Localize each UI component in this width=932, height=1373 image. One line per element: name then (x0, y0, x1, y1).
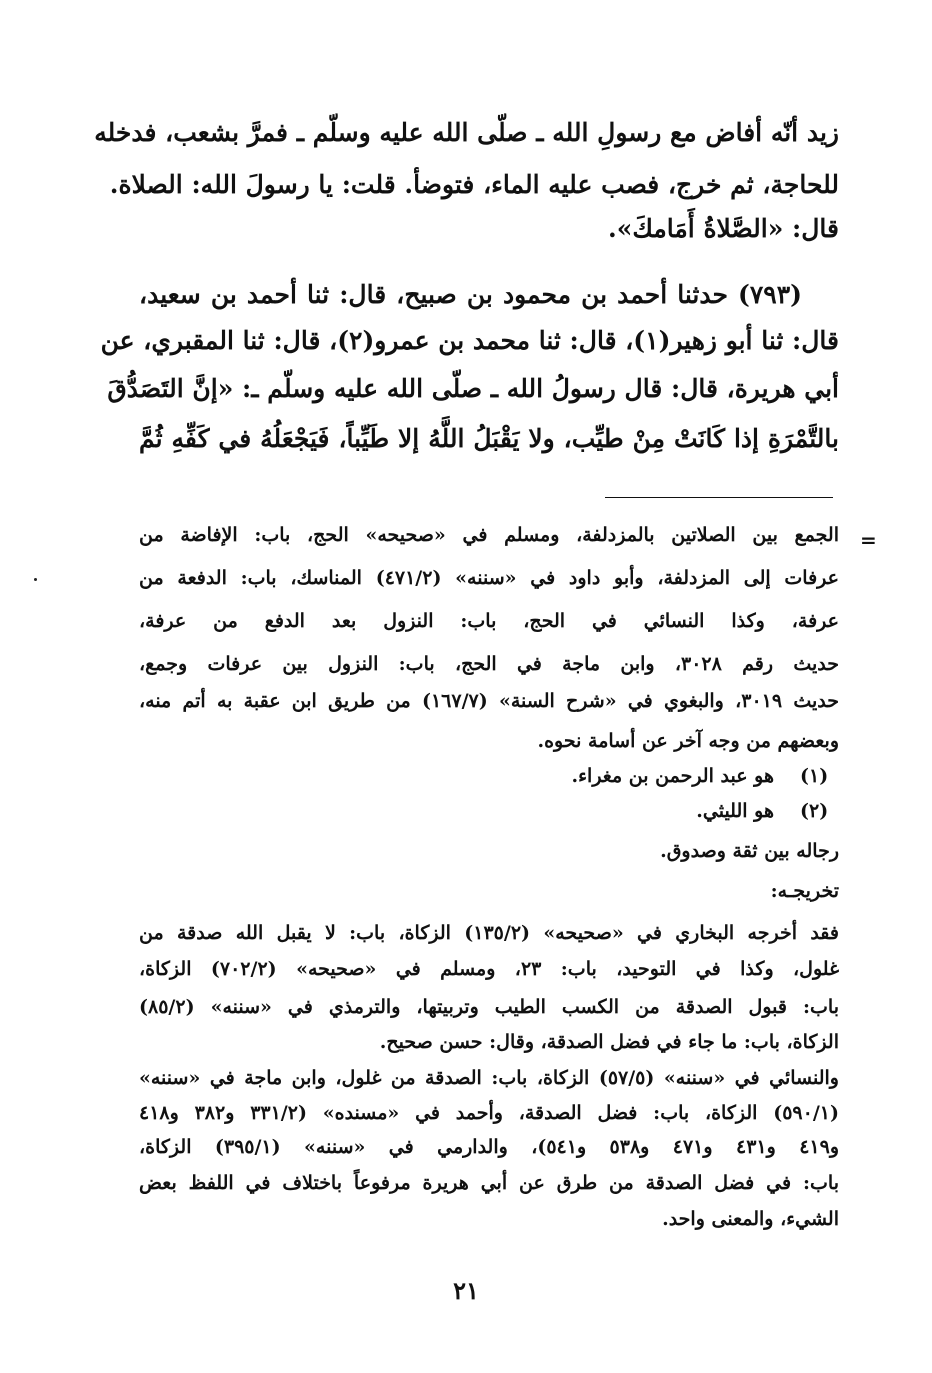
footnote-text: هو الليثي. (696, 800, 774, 822)
takhrij-heading: تخريجـه: (770, 880, 839, 902)
rijal-note: رجاله بين ثقة وصدوق. (660, 840, 839, 862)
takhrij-line: و٤١٩ و٤٣١ و٤٧١ و٥٣٨ و٥٤١)، والدارمي في «سننه» (٣٩٥/١) الزكاة، (139, 1136, 840, 1158)
hadith-number-line: (٧٩٣) حدثنا أحمد بن محمود بن صبيح، قال: ثنا أحمد بن سعيد، (139, 280, 802, 309)
main-text-line: للحاجة، ثم خرج، فصب عليه الماء، فتوضأ. قلت: يا رسولَ الله: الصلاة. (109, 170, 839, 199)
takhrij-line: الزكاة، باب: ما جاء في فضل الصدقة، وقال: حسن صحيح. (379, 1031, 839, 1053)
takhrij-line: فقد أخرجه البخاري في «صحيحه» (١٣٥/٢) الزكاة، باب: لا يقبل الله صدقة من (139, 922, 839, 944)
footnote-separator (605, 497, 833, 498)
footnote-number: (٢) (800, 800, 829, 822)
main-text-line: أبي هريرة، قال: قال رسولُ الله ـ صلّى الله عليه وسلّم ـ: «إنَّ التَصَدُّقَ (107, 374, 839, 403)
takhrij-line: باب: قبول الصدقة من الكسب الطيب وتربيتها، والترمذي في «سننه» (٨٥/٢) (139, 996, 839, 1018)
footnote-line: وبعضهم من وجه آخر عن أسامة نحوه. (537, 730, 839, 752)
continuation-mark: = (860, 528, 877, 552)
footnote-text: هو عبد الرحمن بن مغراء. (571, 765, 774, 787)
takhrij-line: (٥٩٠/١) الزكاة، باب: فضل الصدقة، وأحمد في «مسنده» (٣٣١/٢ و٣٨٢ و٤١٨ (139, 1102, 839, 1124)
footnote-line: حديث ٣٠١٩، والبغوي في «شرح السنة» (١٦٧/٧) من طريق ابن عقبة به أتم منه، (139, 690, 839, 712)
page-number: ٢١ (453, 1276, 479, 1305)
takhrij-line: الشيء، والمعنى واحد. (662, 1208, 839, 1230)
footnote-line: حديث رقم ٣٠٢٨، وابن ماجة في الحج، باب: النزول بين عرفات وجمع، (139, 653, 840, 675)
main-text-line: قال: ثنا أبو زهير(١)، قال: ثنا محمد بن عمرو(٢)، قال: ثنا المقبري، عن (100, 326, 839, 355)
main-text-line: بالتَّمْرَةِ إذا كَانَتْ مِنْ طيِّب، ولا يَقْبَلُ اللَّهُ إلا طَيِّباً، فَيَجْعَلُهُ في كَفِّهِ ثُمَّ (139, 424, 839, 453)
footnote-number: (١) (800, 765, 829, 787)
takhrij-line: باب: في فضل الصدقة من طرق عن أبي هريرة مرفوعاً باختلاف في اللفظ بعض (139, 1172, 839, 1194)
main-text-line: زيد أنّه أفاض مع رسولِ الله ـ صلّى الله عليه وسلّم ـ فمرَّ بشعب، فدخله (94, 118, 839, 147)
takhrij-line: والنسائي في «سننه» (٥٧/٥) الزكاة، باب: الصدقة من غلول، وابن ماجة في «سننه» (139, 1067, 839, 1089)
scan-speck (34, 578, 37, 581)
takhrij-line: غلول، وكذا في التوحيد، باب: ٢٣، ومسلم في «صحيحه» (٧٠٢/٢) الزكاة، (139, 958, 840, 980)
footnote-line: عرفات إلى المزدلفة، وأبو داود في «سننه» (٤٧١/٢) المناسك، باب: الدفعة من (139, 567, 839, 589)
footnote-line: الجمع بين الصلاتين بالمزدلفة، ومسلم في «صحيحه» الحج، باب: الإفاضة من (139, 524, 839, 546)
main-text-line: قال: «الصَّلاةُ أَمَامكَ». (608, 214, 839, 243)
footnote-line: عرفة، وكذا النسائي في الحج، باب: النزول بعد الدفع من عرفة، (139, 610, 839, 632)
